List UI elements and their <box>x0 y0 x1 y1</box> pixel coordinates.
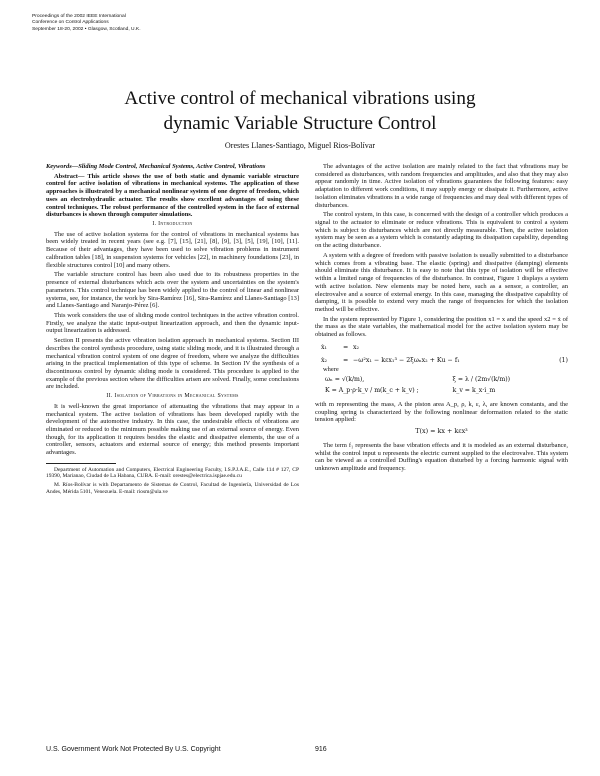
section-heading-text: I. Introduction <box>152 221 193 228</box>
force-equation <box>315 428 568 436</box>
paragraph: The advantages of the active isolation are mainly related to the fact that vibrations may be considered as disturbances, with random frequencies and amplitudes, and also that they may also appear randomly in time. Active isolation of vibrations guarantees the following features: easy adaptation to different work conditions, it may supply energy or dissipate it. Furthermore, active isolation eliminates vibrations in a wide range of frequencies and may deal with different types of disturbances. <box>315 163 568 209</box>
definition: K = A_p·ρ·k_v / m(k_c + k_v) ; <box>325 387 419 395</box>
paragraph: This work considers the use of sliding mode control techniques in the active vibration control. Firstly, we analyze the static input-output linearization approach, and then the dynamic input-output linearization is addressed. <box>46 311 299 335</box>
paper-title <box>0 87 600 136</box>
footnote: M. Ríos-Bolívar is with Departamento de Sistemas de Control, Facultad de Ingeniería, Universidad de Los Andes, Mérida 5101, Venezuela. E-mail: riosm@ula.ve <box>46 482 299 495</box>
title-line: dynamic Variable Structure Control <box>163 112 437 134</box>
left-column <box>46 163 299 497</box>
proceedings-line: September 18-20, 2002 • Glasgow, Scotland, U.K. <box>32 26 141 32</box>
page-number: 916 <box>315 746 327 753</box>
equation-number: (1) <box>559 356 568 364</box>
paragraph: The use of active isolation systems for the control of vibrations in mechanical systems has been widely treated in recent years (see e.g. [7], [15], [21], [8], [9], [3], [5], [19], [10], [11]. Because of their advantages, they have been used to solve vibration problems in instrument calibration tables [18], in suspension systems for vehicles [22], in machinery foundations [23], in flexible structures control [10] and many others. <box>46 230 299 269</box>
paragraph: In the system represented by Figure 1, considering the position x1 = x and the speed x2 = ẋ of the mass as the state variables, the mathematical model for the active isolation system may be obtained as follows. <box>315 315 568 339</box>
paragraph: A system with a degree of freedom with passive isolation is usually submitted to a disturbance which comes from a vibrating base. The elastic (spring) and dissipative (damping) elements should eliminate this disturbance. It is easy to note that this type of isolation will be effective within a limited range of frequencies of the disturbance. In contrast, Figure 1 displays a system with active isolation. New elements may be noted here, such as a sensor, a controller, an electrovalve and a source of external energy. In this case, managing the dissipative capability of damping, it is possible to extend very much the range of frequencies for which the isolation method will be effective. <box>315 251 568 313</box>
footnote: Department of Automation and Computers, Electrical Engineering Faculty, I.S.P.J.A.E., Calle 114 # 127, CP 19390, Marianao, Ciudad de La Habana, CUBA. E-mail: orestes@electrica.ispjae.edu.cu <box>46 466 299 480</box>
equation-row <box>321 343 568 352</box>
paragraph: with m representing the mass, A the piston area A_p, ρ, k, ε, λ, are known constants, and the coupling spring is characterized by the following nonlinear deformation related to the static tension applied: <box>315 400 568 424</box>
equation-lhs: ẋ₁ <box>321 343 328 351</box>
footnote-rule <box>46 463 116 464</box>
equation-sign: = <box>343 356 349 364</box>
equation-rhs: x₂ <box>353 343 360 351</box>
section-heading-introduction <box>46 221 299 229</box>
section-heading-isolation <box>46 393 299 401</box>
definition: ωₙ = √(k/m), <box>325 375 365 383</box>
abstract: Abstract— This article shows the use of both static and dynamic variable structure control for active isolation of vibrations in mechanical systems. The application of these approaches is illustrated by a mechanical nonlinear system of one degree of freedom, which uses an electrohydraulic actuator. The results show excellent advantages of using these control techniques. The robust performance of the controlled system in the face of external disturbances is shown through computer simulations. <box>46 172 299 219</box>
paragraph: The control system, in this case, is concerned with the design of a controller which produces a signal to the actuator to eliminate or reduce vibrations. This is equivalent to control a system which is subject to disturbances which are not directly measurable. Then, the active isolation system may be seen as a system which is constantly adapting its dissipation capability, depending on the acting disturbance. <box>315 211 568 250</box>
equation-rhs: −ω²x₁ − kεx₁³ − 2ξωₙx₂ + Ku − f₁ <box>353 356 460 364</box>
where-text: where <box>323 365 339 373</box>
copyright-notice: U.S. Government Work Not Protected By U.S. Copyright <box>46 746 221 753</box>
equation-row <box>321 356 568 365</box>
paragraph: Section II presents the active vibration isolation approach in mechanical systems. Section III describes the control synthesis procedure, using static sliding mode, and it is illustrated through a mechanical vibration control system of one degree of freedom, where we analyze the difficulties arising in the practical implementation of this type of scheme. In Section IV the synthesis of a discontinuous control by dynamic sliding mode is considered. This procedure is applied to the example of the previous section where the difficulties arisen are solved. Finally, some conclusions are included. <box>46 337 299 391</box>
equation-lhs: ẋ₂ <box>321 356 328 364</box>
paragraph: It is well-known the great importance of attenuating the vibrations that may appear in a mechanical system. The active isolation of vibrations has been developed rapidly with the development of the automotive industry. In this case, the undesirable effects of vibrations are eliminated or reduced to the minimum possible making use of an external source of energy. Even though, for its application it requires besides the elastic and dissipative elements, the use of a controller, sensors, actuators and external source of energy; this method presents important advantages. <box>46 402 299 457</box>
proceedings-header <box>32 14 141 33</box>
equation-sign: = <box>343 343 349 351</box>
definition: k_v = k_x·i_m <box>452 387 496 395</box>
section-heading-text: II. Isolation of Vibrations in Mechanical Systems <box>106 393 239 400</box>
definitions-block <box>325 376 568 395</box>
paragraph: The variable structure control has been also used due to its robustness properties in the presence of external disturbances which acts over the system and uncertainties on the system's parameters. This control technique has been widely applied to the control of linear and nonlinear systems, see, for instance, the work by Sira-Ramírez [16], Sira-Ramírez and Llanes-Santiago [13] and Llanes-Santiago and Naranjo-Pérez [6]. <box>46 271 299 310</box>
authors: Orestes Llanes-Santiago, Miguel Rios-Bolívar <box>224 141 376 150</box>
paragraph: The term f₁ represents the base vibration effects and it is modeled as an external disturbance, whilst the control input u represents the electric current supplied to the electrovalve. This system can be viewed as a controlled Duffing's equation disturbed by a forcing harmonic signal with unknown amplitude and frequency. <box>315 441 568 472</box>
definition: ξ = λ / (2m√(k/m)) <box>452 375 511 383</box>
proceedings-line: Conference on Control Applications <box>32 20 109 26</box>
keywords: Keywords—Sliding Mode Control, Mechanical Systems, Active Control, Vibrations <box>46 163 266 170</box>
force-equation-text: T(x) = kx + kεx³ <box>415 427 468 436</box>
title-line: Active control of mechanical vibrations using <box>124 88 476 109</box>
proceedings-line: Proceedings of the 2002 IEEE International <box>32 14 126 19</box>
right-column <box>315 163 568 475</box>
